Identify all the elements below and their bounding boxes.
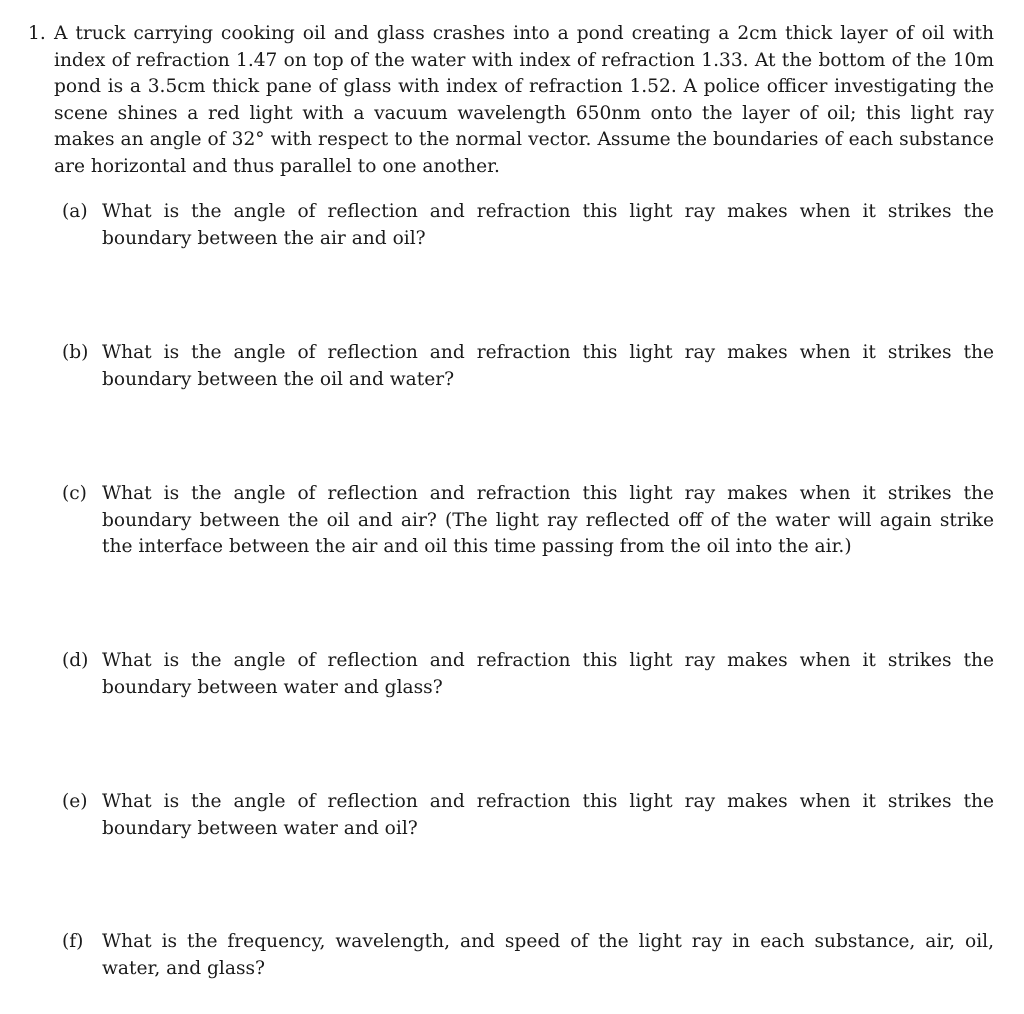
problem-1 [28, 21, 994, 181]
part-label-e: (e) [62, 791, 88, 812]
part-label-c: (c) [62, 483, 87, 504]
problem-number: 1. [28, 23, 46, 44]
part-label-f: (f) [62, 931, 84, 952]
question-part-b [62, 340, 994, 393]
part-text-f: What is the frequency, wavelength, and speed of the light ray in each substance, air, oil, water, and glass? [102, 931, 994, 979]
question-part-d [62, 648, 994, 701]
question-part-a [62, 199, 994, 252]
question-part-f [62, 929, 994, 982]
part-label-b: (b) [62, 342, 89, 363]
part-text-e: What is the angle of reflection and refraction this light ray makes when it strikes the boundary between water and oil? [102, 791, 994, 839]
part-text-b: What is the angle of reflection and refraction this light ray makes when it strikes the boundary between the oil and water? [102, 342, 994, 390]
problem-statement: A truck carrying cooking oil and glass crashes into a pond creating a 2cm thick layer of oil with index of refraction 1.47 on top of the water with index of refraction 1.33. At the bottom of the 10m pond is a 3.5cm thick pane of glass with index of refraction 1.52. A police officer investigating the scene shines a red light with a vacuum wavelength 650nm onto the layer of oil; this light ray makes an angle of 32° with respect to the normal vector. Assume the boundaries of each substance are horizontal and thus parallel to one another. [54, 23, 994, 177]
part-text-c: What is the angle of reflection and refraction this light ray makes when it strikes the boundary between the oil and air? (The light ray reflected off of the water will again strike the interface between the air and oil this time passing from the oil into the air.) [102, 483, 994, 558]
question-part-c [62, 481, 994, 561]
question-part-e [62, 789, 994, 842]
part-text-d: What is the angle of reflection and refraction this light ray makes when it strikes the boundary between water and glass? [102, 650, 994, 698]
part-label-a: (a) [62, 201, 88, 222]
part-text-a: What is the angle of reflection and refraction this light ray makes when it strikes the boundary between the air and oil? [102, 201, 994, 249]
part-label-d: (d) [62, 650, 89, 671]
